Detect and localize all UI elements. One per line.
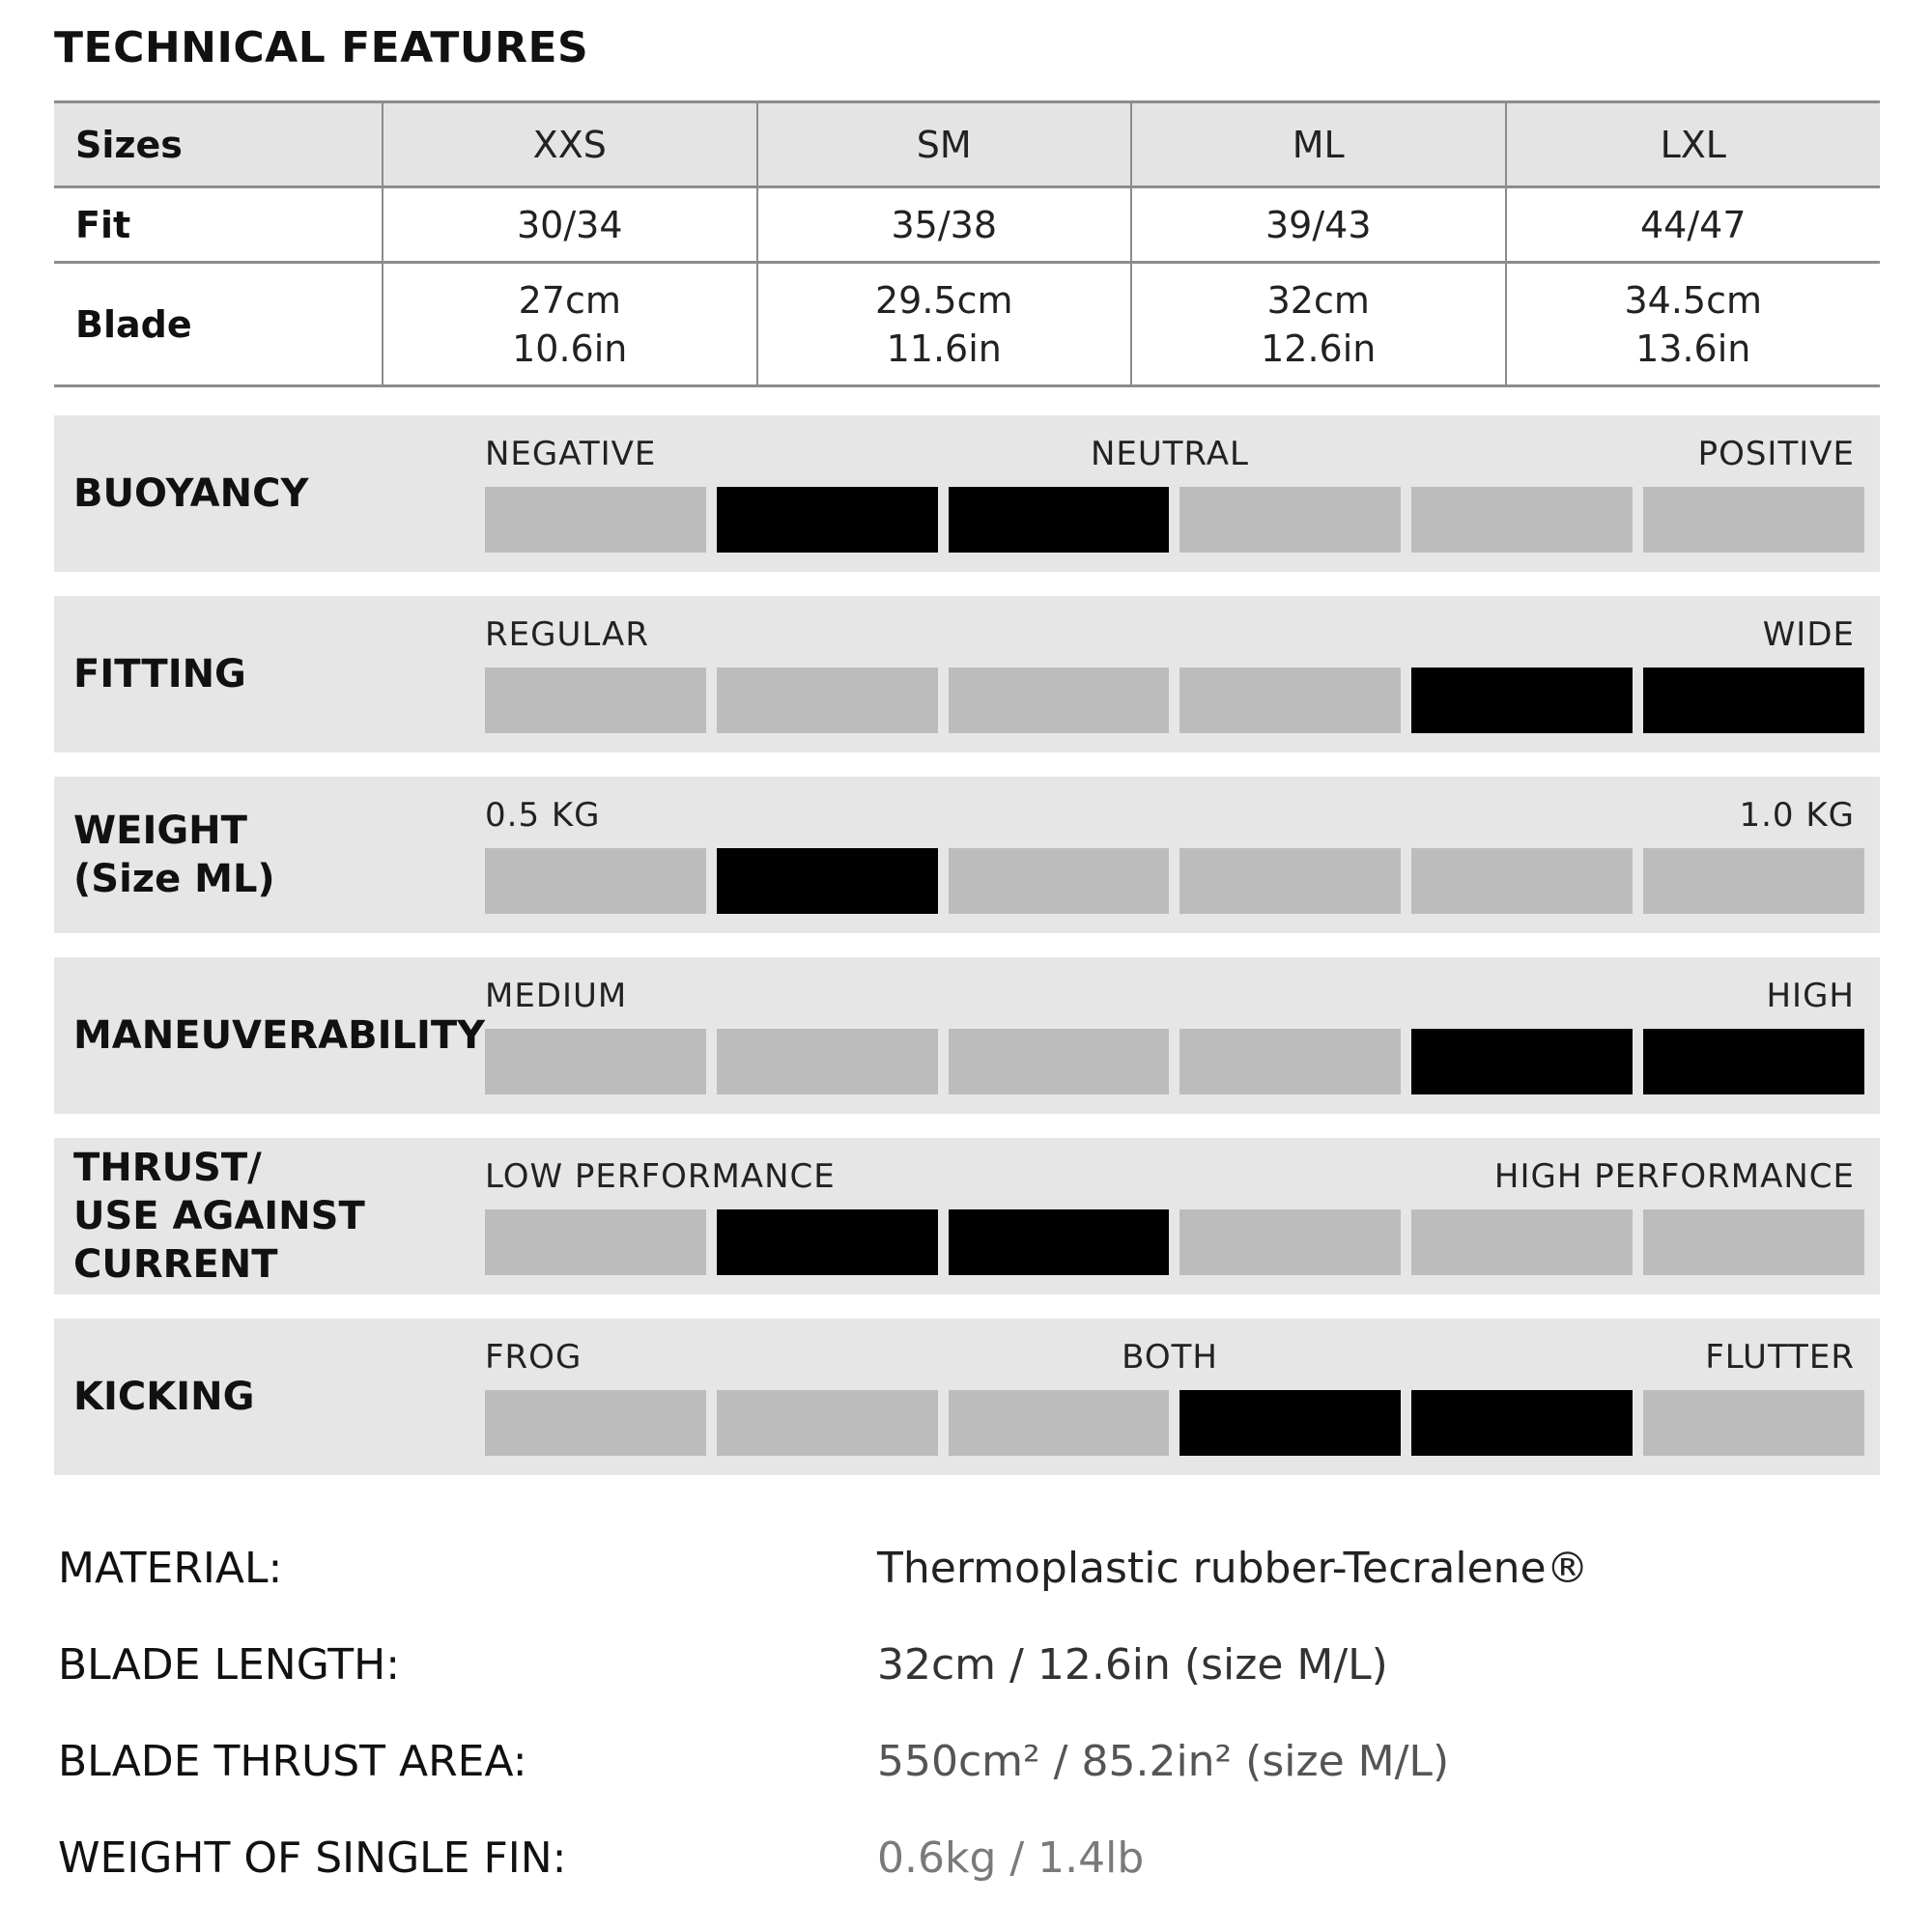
rating-segment-empty: [1411, 1209, 1633, 1275]
rating-row-weight: [54, 777, 1880, 933]
rating-segment-filled: [1643, 1029, 1864, 1094]
page-title: TECHNICAL FEATURES: [54, 23, 589, 72]
spec-key: BLADE THRUST AREA:: [58, 1737, 527, 1786]
rating-segment-filled: [717, 848, 938, 914]
rating-segment-empty: [1643, 1209, 1864, 1275]
rating-segment-empty: [949, 668, 1170, 733]
spec-key: WEIGHT OF SINGLE FIN:: [58, 1833, 567, 1883]
table-cell: XXS: [383, 102, 757, 187]
spec-key: MATERIAL:: [58, 1544, 283, 1593]
spec-row-single-fin-weight: [58, 1833, 1874, 1891]
rating-segment-filled: [1643, 668, 1864, 733]
table-cell: 44/47: [1506, 187, 1881, 263]
rating-label: BUOYANCY: [73, 471, 309, 516]
rating-segment-empty: [1643, 848, 1864, 914]
rating-segment-empty: [485, 848, 706, 914]
rating-segment-empty: [1643, 1390, 1864, 1456]
rating-segment-empty: [1179, 1029, 1401, 1094]
rating-scale: [485, 487, 1864, 553]
spec-key: BLADE LENGTH:: [58, 1640, 401, 1690]
table-cell: SM: [757, 102, 1132, 187]
rating-scale: [485, 1209, 1864, 1275]
spec-row-blade-thrust-area: [58, 1737, 1874, 1795]
rating-segment-empty: [1411, 487, 1633, 553]
table-cell: Fit: [75, 203, 131, 246]
rating-label: THRUST/ USE AGAINST CURRENT: [73, 1146, 365, 1287]
table-cell: [383, 263, 757, 386]
rating-segment-empty: [949, 1029, 1170, 1094]
fit-row: [54, 187, 1880, 263]
scale-max-label: POSITIVE: [1697, 435, 1855, 473]
table-cell: [1506, 263, 1881, 386]
spec-value: 550cm² / 85.2in² (size M/L): [877, 1737, 1450, 1786]
scale-labels: [485, 1338, 1855, 1380]
table-cell: [757, 263, 1132, 386]
table-cell: 35/38: [757, 187, 1132, 263]
table-cell: Blade: [75, 302, 192, 346]
table-cell: [1131, 263, 1506, 386]
rating-segment-empty: [1411, 848, 1633, 914]
rating-segment-empty: [1179, 1209, 1401, 1275]
rating-segment-empty: [1179, 487, 1401, 553]
scale-min-label: REGULAR: [485, 615, 649, 654]
table-cell: 30/34: [383, 187, 757, 263]
scale-mid-label: BOTH: [1122, 1338, 1218, 1377]
rating-scale: [485, 848, 1864, 914]
rating-row-buoyancy: [54, 415, 1880, 572]
blade-row: [54, 263, 1880, 386]
scale-min-label: 0.5 KG: [485, 796, 601, 835]
rating-row-fitting: [54, 596, 1880, 753]
scale-max-label: HIGH PERFORMANCE: [1493, 1157, 1855, 1196]
spec-row-blade-length: [58, 1640, 1874, 1698]
spec-value: Thermoplastic rubber-Tecralene®: [877, 1544, 1589, 1593]
scale-min-label: NEGATIVE: [485, 435, 657, 473]
rating-scale: [485, 668, 1864, 733]
rating-segment-filled: [1411, 1029, 1633, 1094]
blade-cm: 32cm: [1266, 278, 1370, 322]
rating-segment-empty: [717, 668, 938, 733]
rating-segment-empty: [949, 1390, 1170, 1456]
table-cell: 39/43: [1131, 187, 1506, 263]
rating-segment-empty: [717, 1390, 938, 1456]
spec-value: 32cm / 12.6in (size M/L): [877, 1640, 1388, 1690]
blade-cm: 34.5cm: [1624, 278, 1763, 322]
rating-scale: [485, 1029, 1864, 1094]
rating-segment-empty: [1179, 668, 1401, 733]
rating-label: KICKING: [73, 1375, 255, 1419]
rating-segment-empty: [485, 1029, 706, 1094]
rating-segment-empty: [1179, 848, 1401, 914]
scale-labels: [485, 615, 1855, 658]
blade-in: 10.6in: [512, 327, 628, 370]
rating-segment-empty: [949, 848, 1170, 914]
table-cell: ML: [1131, 102, 1506, 187]
spec-row-material: [58, 1544, 1874, 1602]
scale-labels: [485, 796, 1855, 838]
scale-max-label: 1.0 KG: [1739, 796, 1855, 835]
rating-segment-empty: [485, 487, 706, 553]
table-cell: LXL: [1506, 102, 1881, 187]
table-cell: Sizes: [75, 123, 183, 166]
scale-max-label: FLUTTER: [1705, 1338, 1855, 1377]
rating-segment-filled: [717, 487, 938, 553]
rating-segment-empty: [485, 1390, 706, 1456]
rating-label: FITTING: [73, 652, 246, 696]
scale-min-label: FROG: [485, 1338, 582, 1377]
rating-segment-filled: [1411, 1390, 1633, 1456]
scale-labels: [485, 1157, 1855, 1200]
rating-label: WEIGHT (Size ML): [73, 809, 275, 901]
rating-segment-filled: [949, 487, 1170, 553]
scale-labels: [485, 977, 1855, 1019]
rating-segment-filled: [1411, 668, 1633, 733]
scale-labels: [485, 435, 1855, 477]
blade-in: 12.6in: [1261, 327, 1377, 370]
rating-segment-filled: [949, 1209, 1170, 1275]
rating-segment-filled: [1179, 1390, 1401, 1456]
size-header-row: [54, 102, 1880, 187]
rating-row-thrust: [54, 1138, 1880, 1294]
rating-label: MANEUVERABILITY: [73, 1013, 486, 1058]
blade-cm: 27cm: [518, 278, 621, 322]
scale-max-label: HIGH: [1766, 977, 1855, 1015]
rating-segment-empty: [485, 668, 706, 733]
rating-segment-filled: [717, 1209, 938, 1275]
scale-mid-label: NEUTRAL: [1090, 435, 1250, 473]
scale-min-label: MEDIUM: [485, 977, 628, 1015]
rating-scale: [485, 1390, 1864, 1456]
scale-min-label: LOW PERFORMANCE: [485, 1157, 836, 1196]
spec-value: 0.6kg / 1.4lb: [877, 1833, 1145, 1883]
rating-row-maneuverability: [54, 957, 1880, 1114]
scale-max-label: WIDE: [1762, 615, 1855, 654]
rating-segment-empty: [717, 1029, 938, 1094]
rating-row-kicking: [54, 1319, 1880, 1475]
rating-segment-empty: [1643, 487, 1864, 553]
blade-in: 11.6in: [886, 327, 1002, 370]
size-table: [54, 100, 1880, 387]
blade-cm: 29.5cm: [874, 278, 1013, 322]
blade-in: 13.6in: [1635, 327, 1751, 370]
rating-segment-empty: [485, 1209, 706, 1275]
